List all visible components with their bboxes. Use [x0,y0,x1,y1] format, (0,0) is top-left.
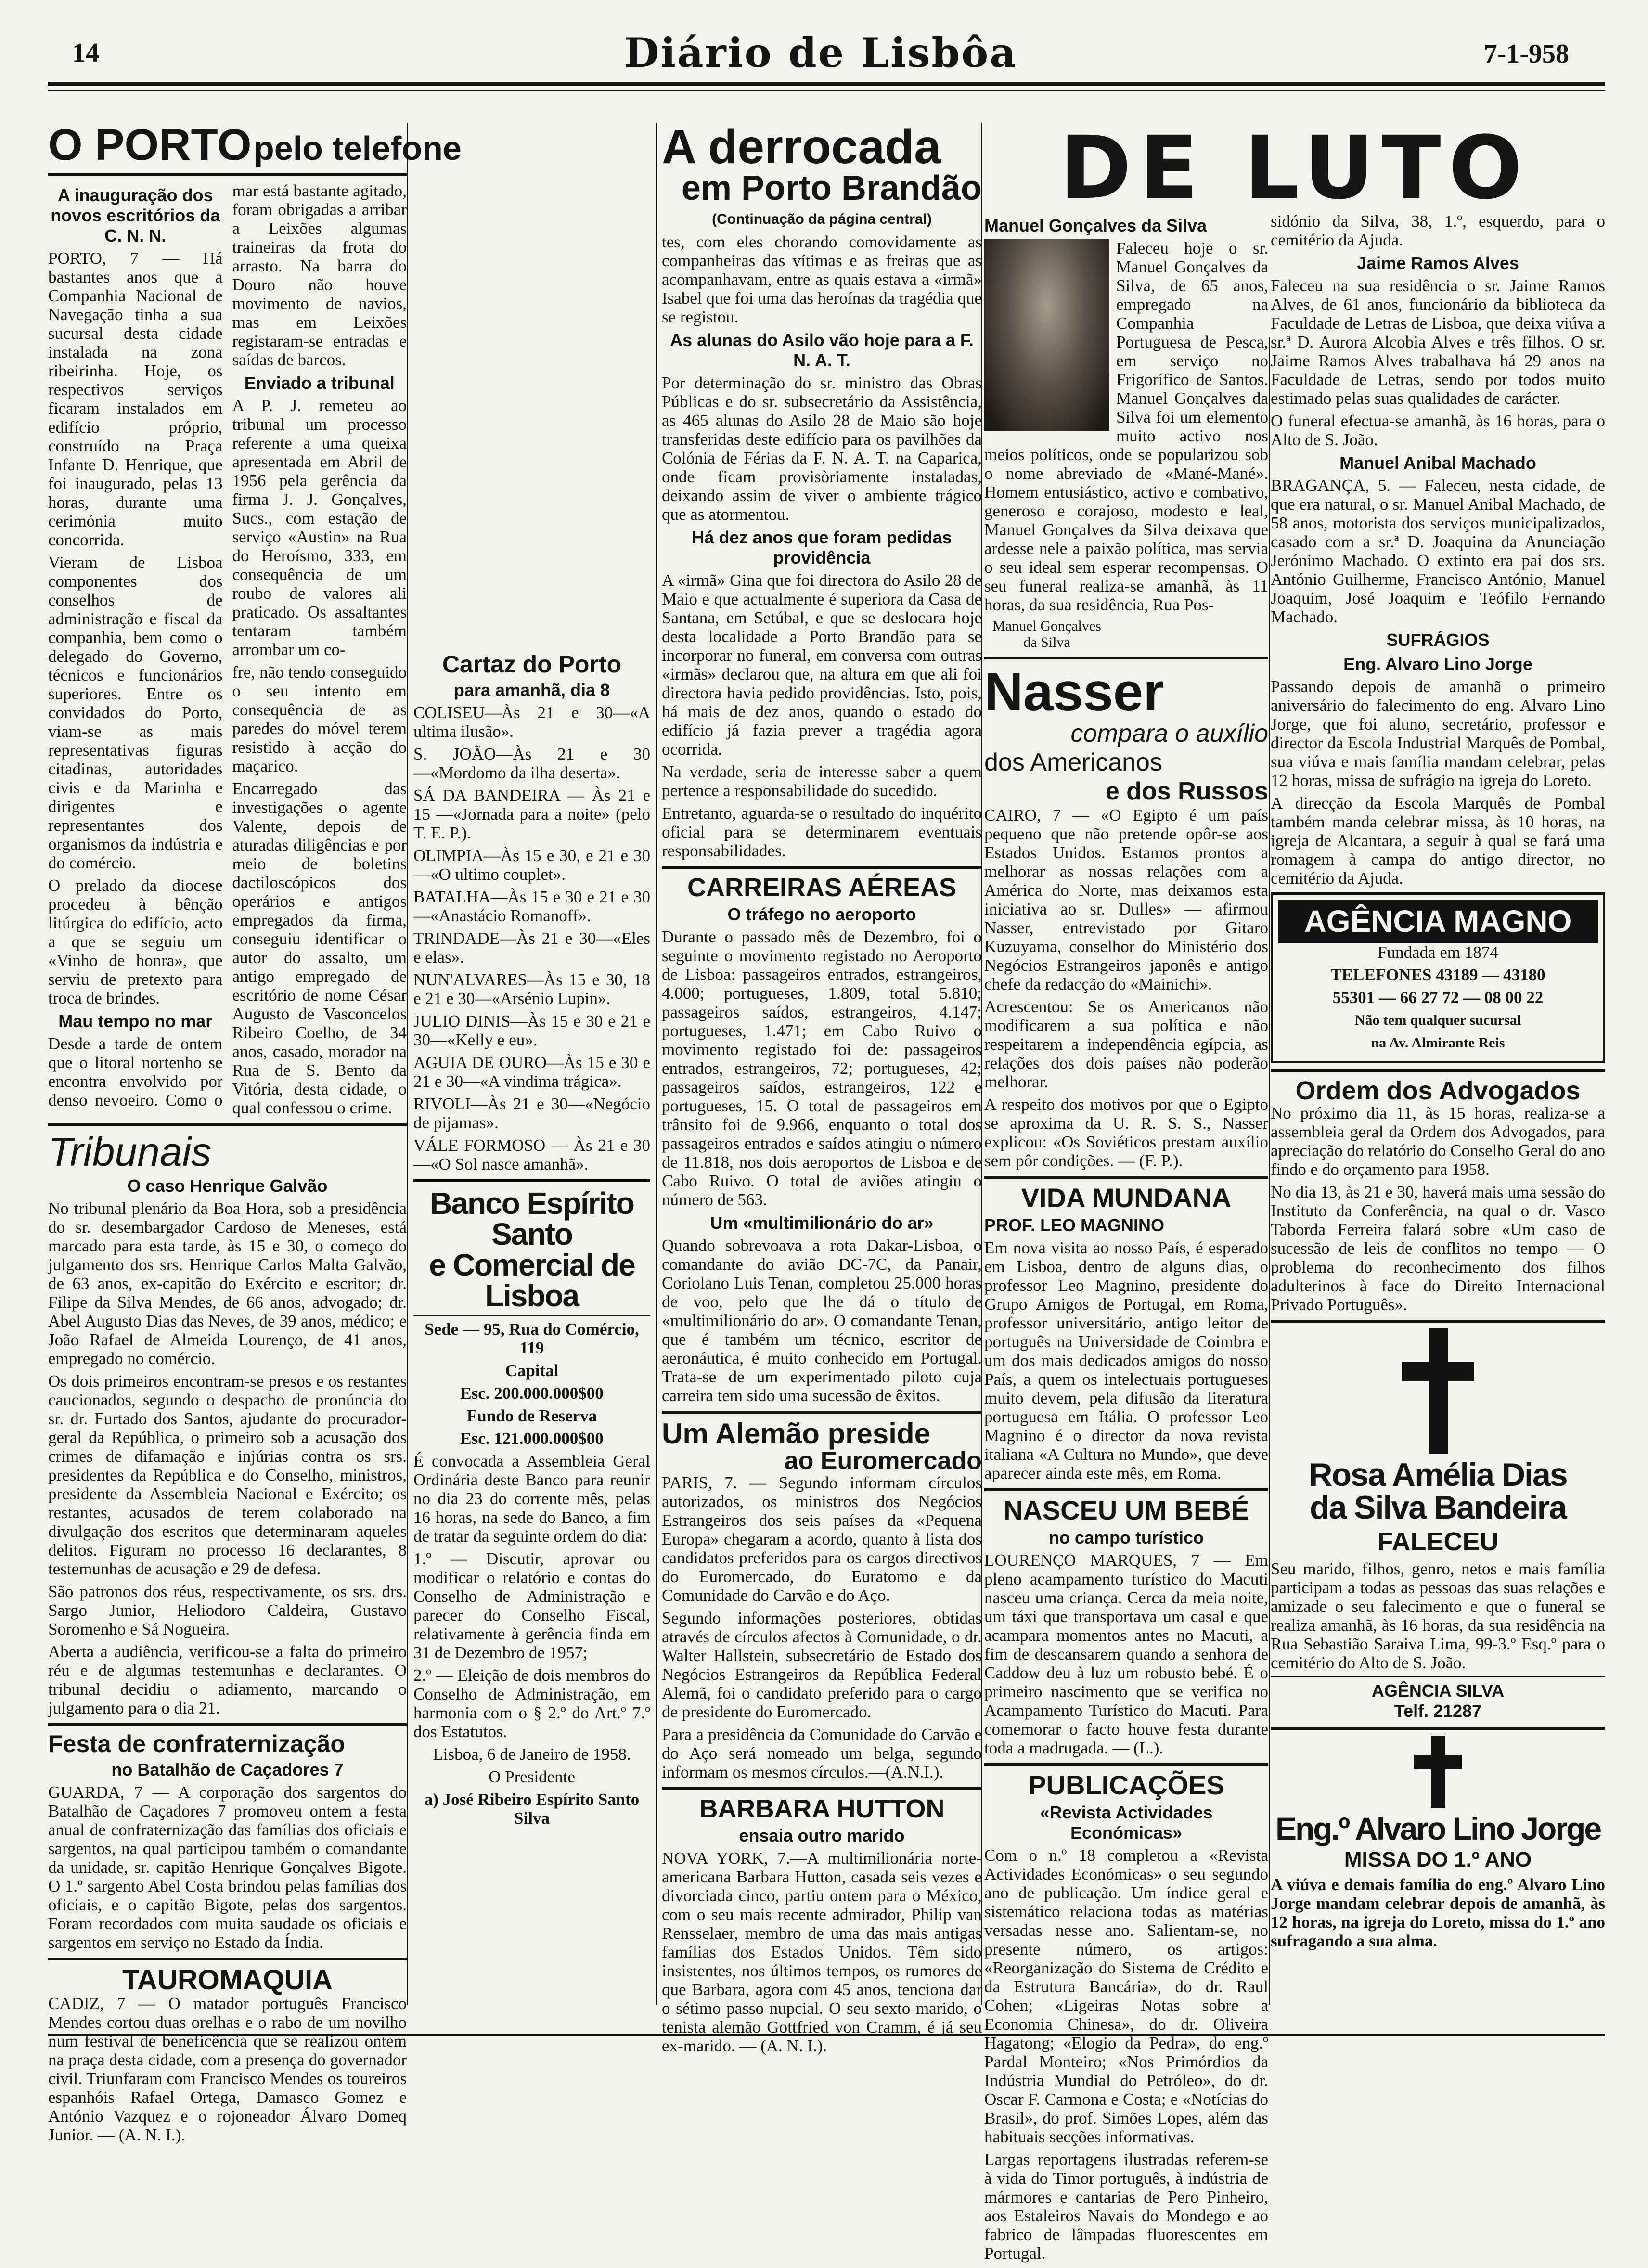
advogados-p1: No próximo dia 11, às 15 horas, realiza-se a assembleia geral da Ordem dos Advogados, para apreciação do relatório do Conselho Geral do ano findo e do orçamento para 1958. [1271,1104,1605,1179]
luto-name-2: Jaime Ramos Alves [1357,253,1519,273]
tribunais-sub: O caso Henrique Galvão [127,1176,328,1196]
banco-capital-value: Esc. 200.000.000$00 [460,1384,604,1403]
luto-p2: Faleceu na sua residência o sr. Jaime Ramos Alves, de 61 anos, funcionário da biblioteca da Faculdade de Letras de Lisboa, que deixa viúva a sr.ª D. Aurora Alcobia Alves e três filhos. O sr. Jaime Ramos Alves trabalhava há 29 anos na Faculdade de Letras, sendo por todos muito estimado pelas suas qualidades de carácter. [1271,276,1605,408]
magno-founded: Fundada em 1874 [1378,943,1498,962]
derrocada-p5: Entretanto, aguarda-se o resultado do inquérito oficial para se determinarem eventuais responsabilidades. [662,804,982,860]
banco-title-1: Banco Espírito Santo [430,1186,634,1251]
alemao-rule [662,1411,982,1414]
alemao-title-2: ao Euromercado [784,1447,982,1475]
porto-title-tail: pelo telefone [254,129,462,167]
nasser-sub2: dos Americanos [984,748,1162,776]
cartaz-item: RIVOLI—Às 21 e 30—«Negócio de pijamas». [413,1095,650,1132]
porto-title-main: O PORTO [48,120,252,169]
publicacoes-rule [984,1763,1268,1766]
magno-phones-1: TELEFONES 43189 — 43180 [1330,966,1545,984]
lino-missa: MISSA DO 1.º ANO [1344,1848,1532,1871]
nasser-p2: Acrescentou: Se os Americanos não modificarem a sua política e não respeitarem a independência egípcia, as relações dos dois países não poderão melhorar. [984,997,1268,1091]
banco-fundo-label: Fundo de Reserva [466,1406,597,1425]
column-2 [407,123,653,2005]
tribunais-p2: Os dois primeiros encontram-se presos e os restantes caucionados, segundo o despacho de pronúncia do sr. dr. Furtado dos Santos, ajudante do procurador-geral da República, o primeiro sob a acusação dos crimes de difamação e injúrias contra os srs. presidentes da República e do Conselho, ministros, presidente da Assembleia Nacional e Exército; os restantes, acusados de terem colaborado na divulgação dos escritos que determinaram aqueles delitos. Figuram no processo 16 declarantes, 8 testemunhas de acusação e 29 de defesa. [48,1372,407,1578]
porto-p4: Desde a tarde de ontem que o litoral nortenho se encontra envolvido por denso nevoeiro. Como o mar está bastante agitado, foram obrigadas a arribar a Leixões algumas traineiras da frota do arrasto. Na barra do Douro não houve movimento de navios, mas em Leixões registaram-se entradas e saídas de barcos. [48,181,407,1109]
bebe-rule [984,1488,1268,1491]
tribunais-rule [48,1123,407,1126]
luto-title: DE LUTO [1059,118,1530,219]
cartaz-item: AGUIA DE OURO—Às 15 e 30 e 21 e 30—«A vindima trágica». [413,1053,650,1091]
masthead [72,29,1569,75]
luto-p6: A direcção da Escola Marquês de Pombal também manda celebrar missa, às 10 horas, na igreja de Alcantara, a seguir à qual se fará uma romagem à campa do antigo director, no cemitério da Ajuda. [1271,794,1605,888]
column-rule-4 [1269,337,1270,2005]
carreiras-p1: Durante o passado mês de Dezembro, foi o seguinte o movimento registado no Aeroporto de Lisboa: passageiros entrados, estrangeiros, 4.000; portugueses, 1.809, total 5.810; passageiros saídos, estrangeiros, 4.147; portugueses, 1.471; em Cabo Ruivo o movimento registado foi de: passageiros entrados, estrangeiros, 72; portugueses, 42; passageiros saídos, estrangeiros, 122 e portugueses, 15. O total de passageiros em trânsito foi de 9.966, enquanto o total dos passageiros entrados e saídos atingiu o número de 11.818, nos dois aeroportos de Lisboa e de Cabo Ruivo. O total de aviões atingiu o número de 563. [662,928,982,1209]
magno-note-2: na Av. Almirante Reis [1371,1035,1505,1051]
magno-title: AGÊNCIA MAGNO [1278,900,1598,943]
luto-p1b: sidónio da Silva, 38, 1.º, esquerdo, para o cemitério da Ajuda. [1271,212,1605,249]
banco-rule [413,1179,650,1182]
masthead-rule-bottom [48,90,1605,91]
porto-p7: Encarregado das investigações o agente Valente, depois de aturadas diligências e por meio de boletins dactiloscópicos dos operários e antigos empregados da firma, conseguiu identificar o autor do assalto, um antigo empregado de escritório de nome César Augusto de Vasconcelos Ribeiro Coelho, de 34 anos, casado, morador na Rua de S. Bento da Vitória, desta cidade, o qual confessou o crime. [232,779,407,1117]
barbara-sub: ensaia outro marido [739,1826,905,1845]
derrocada-p2: Por determinação do sr. ministro das Obras Públicas e do sr. subsecretário da Assistência, as 465 alunas do Asilo 28 de Maio são hoje transferidas deste edifício para os pavilhões da Colónia de Férias da F. N. A. T. na Caparica, onde ficam provisòriamente instaladas, deixando assim de viver o ambiente trágico que as atormentou. [662,374,982,524]
column-4 [984,212,1268,2263]
column-rule-2 [656,123,657,2005]
luto-p1: Faleceu hoje o sr. Manuel Gonçalves da Silva, de 65 anos, empregado na Companhia Portuguesa de Pesca, em serviço no Frigorífico de Santos. Manuel Gonçalves da Silva foi um elemento muito activo nos meios políticos, onde se popularizou sob o nome abreviado de «Mané-Mané». Homem entusiástico, activo e combativo, generoso e corajoso, modesto e leal, Manuel Gonçalves da Silva deixava que ardesse nele a paixão política, mas servia o seu ideal sem esperar recompensas. O seu funeral realiza-se amanhã, às 11 horas, da sua residência, Rua Pos- [984,239,1268,614]
agencia-silva-telf: Telf. 21287 [1394,1701,1482,1721]
barbara-rule [662,1787,982,1790]
alemao-p2: Segundo informações posteriores, obtidas através de círculos afectos à Comunidade, o dr. Walter Hallstein, subsecretário de Estado dos Negócios Estrangeiros da República Federal Alemã, foi o candidato preferido para o cargo de presidente do Euromercado. [662,1609,982,1721]
tauro-rule [48,1958,407,1960]
nasser-p3: A respeito dos motivos por que o Egipto se aproxima da U. R. S. S., Nasser explicou: «Os Soviéticos prestam auxílio sem pôr condições. — (F. P.). [984,1095,1268,1170]
banco-thin-rule [413,1315,650,1316]
cartaz-item: JULIO DINIS—Às 15 e 30 e 21 e 30—«Kelly e eu». [413,1012,650,1049]
porto-title [48,120,462,169]
tauro-title: TAUROMAQUIA [122,1964,333,1996]
porto-sub-cnn: A inauguração dos novos escritórios da C. N. N. [51,185,220,245]
advogados-title: Ordem dos Advogados [1295,1076,1581,1105]
cartaz-item: OLIMPIA—Às 15 e 30, e 21 e 30—«O ultimo couplet». [413,846,650,884]
issue-date: 7-1-958 [1483,39,1569,69]
cartaz-item: NUN'ALVARES—Às 15 e 30, 18 e 21 e 30—«Arsénio Lupin». [413,970,650,1008]
carreiras-title: CARREIRAS AÉREAS [687,873,957,902]
magno-phones-2: 55301 — 66 27 72 — 08 00 22 [1332,988,1544,1007]
rosa-name-1: Rosa Amélia Dias [1309,1456,1567,1493]
porto-p6: fre, não tendo conseguido o seu intento em consequência de as paredes do móvel terem resistido à acção do maçarico. [232,663,407,775]
porto-sub-tempo: Mau tempo no mar [58,1011,213,1031]
nasser-title: Nasser [984,662,1164,722]
publicacoes-p1: Com o n.º 18 completou a «Revista Actividades Económicas» o seu segundo ano de publicação. Um índice geral e sistemático relaciona todas as matérias versadas nesse ano. Salientam-se, no presente número, os artigos: «Reorganização do Sistema de Crédito e da Estrutura Bancária», do dr. Raul Cohen; «Ligeiras Notas sobre a Economia Chinesa», do dr. Oliveira Hagatong; «Elogio da Pedra», do eng.º Pardal Monteiro; «Nos Primórdios da Indústria Mundial do Petróleo», do dr. Oscar F. Carmona e Costa; e «Notícias do Brasil», do prof. Simões Lopes, além das habituais secções informativas. [984,1846,1268,2146]
cross-icon [1402,1328,1474,1454]
porto-p3: O prelado da diocese procedeu à bênção litúrgica do edifício, acto a que se seguiu um «Vinho de honra», que serviu de pretexto para troca de brindes. [48,876,223,1007]
derrocada-p3: A «irmã» Gina que foi directora do Asilo 28 de Maio e que actualmente é superiora da Casa de Santana, em Setúbal, e que se deslocara hoje desta localidade a Porto Brandão para se incorporar no funeral, em conversa com outras «irmãs» declarou que, na altura em que ali foi directora havia pedido providências. Isto, pois, há mais de dez anos, quando o estado do edifício já fazia prever a tragédia agora ocorrida. [662,571,982,759]
rosa-faleceu: FALECEU [1377,1527,1499,1556]
bebe-sub: no campo turístico [1048,1528,1204,1547]
derrocada-p1: tes, com eles chorando comovidamente as companheiras das vítimas e as freiras que as acompanhavam, entre as quais estava a «irmã» Isabel que foi uma das heroínas da tragédia que se registou. [662,232,982,326]
newspaper-brand: Diário de Lisbôa [624,29,1017,77]
bebe-p1: LOURENÇO MARQUES, 7 — Em pleno acampamento turístico do Macuti nasceu uma criança. Cerca da meia noite, um táxi que transportava um casal e que acampara momentos antes no Macuti, a fim de descansarem quando a senhora de Caddow deu à luz um robusto bebé. É o primeiro nascimento que se verifica no Acampamento Turístico do Macuti. Para comemorar o facto houve festa durante toda a madrugada. — (L.). [984,1551,1268,1757]
cartaz-item: S. JOÃO—Às 21 e 30—«Mordomo da ilha deserta». [413,745,650,782]
cartaz-item: BATALHA—Às 15 e 30 e 21 e 30—«Anastácio Romanoff». [413,888,650,925]
banco-capital-label: Capital [505,1361,559,1380]
cartaz-item: SÁ DA BANDEIRA — Às 21 e 15 —«Jornada para a noite» (pelo T. E. P.). [413,786,650,842]
publicacoes-p2: Largas reportagens ilustradas referem-se à vida do Timor português, à indústria de mármores e cantarias de Pero Pinheiro, aos Estaleiros Navais do Mondego e ao fabrico de lâmpadas fluorescentes em Portugal. [984,2150,1268,2263]
column-3 [662,120,982,2055]
rosa-p1: Seu marido, filhos, genro, netos e mais família participam a todas as pessoas das suas relações e amizade o seu falecimento e que o funeral se realiza amanhã, às 16 horas, da sua residência na Rua Sebastião Saraiva Lima, 99-3.º Esq.º para o cemitério do Alto de S. João. [1271,1559,1605,1672]
festa-p1: GUARDA, 7 — A corporação dos sargentos do Batalhão de Caçadores 7 promoveu ontem a festa anual de confraternização das famílias dos oficiais e sargentos, na qual participou também o comandante da unidade, sr. capitão Henrique Gonçalves Bigote. O 1.º sargento Abel Costa brindou pelas famílias dos oficiais, e o capitão Bigote, pelas dos sargentos. Foram recordados com muita saudade os oficiais e sargentos em serviço no Estado da Índia. [48,1783,407,1952]
banco-role: O Presidente [489,1767,575,1786]
cartaz-item: TRINDADE—Às 21 e 30—«Eles e elas». [413,929,650,966]
lino-name: Eng.º Alvaro Lino Jorge [1275,1811,1601,1846]
tribunais-title: Tribunais [48,1129,212,1174]
porto-p2: Vieram de Lisboa componentes dos conselhos de administração e fiscal da companhia, bem como o delegado do Governo, técnicos e funcionários superiores. Entre os convidados do Porto, viam-se as mais representativas figuras citadinas, autoridades civis e da Marinha e dirigentes e representantes dos organismos da indústria e do comércio. [48,553,223,872]
page-number: 14 [72,38,99,68]
cross-icon-2 [1414,1736,1462,1808]
luto-name-3: Manuel Anibal Machado [1339,453,1536,473]
banco-p1: É convocada a Assembleia Geral Ordinária deste Banco para reunir no dia 23 do corrente mês, pelas 16 horas, na sede do Banco, a fim de tratar da seguinte ordem do dia: [413,1452,650,1546]
alemao-title-1: Um Alemão preside [662,1418,930,1450]
derrocada-title-2: em Porto Brandão [681,169,982,207]
carreiras-sub2: Um «multimilionário do ar» [710,1213,934,1233]
porto-title-rule [48,173,407,176]
derrocada-sub2: Há dez anos que foram pedidas providência [692,528,952,567]
luto-p4: BRAGANÇA, 5. — Faleceu, nesta cidade, de que era natural, o sr. Manuel Anibal Machado, de 58 anos, motorista dos serviços municipalizados, casado com a sr.ª D. Joaquina da Anunciação Jerónimo Machado. O extinto era pai dos srs. António Guilherme, Francisco António, Manuel Joaquim, José Joaquim e Teófilo Fernando Machado. [1271,476,1605,626]
publicacoes-title: PUBLICAÇÕES [1028,1770,1224,1800]
alemao-p3: Para a presidência da Comunidade do Carvão e do Aço será nomeado um belga, segundo informam os mesmos círculos.—(A.N.I.). [662,1725,982,1781]
rosa-name-2: da Silva Bandeira [1310,1489,1566,1526]
banco-p3: 2.º — Eleição de dois membros do Conselho de Administração, em harmonia com o § 2.º do Art.º 7.º dos Estatutos. [413,1666,650,1741]
porto-sub-tribunal: Enviado a tribunal [244,373,395,393]
nasser-rule [984,657,1268,659]
bebe-title: NASCEU UM BEBÉ [1003,1495,1249,1525]
tauro-p1: CADIZ, 7 — O matador português Francisco Mendes cortou duas orelhas e o rabo de um novilho num festival de beneficência que se realizou ontem na praça desta cidade, com a presença do governador civil. Triunfaram com Francisco Mendes os toureiros espanhóis Rafael Ortega, Damasco Gomez e António Vazquez e o rojoneador Álvaro Domeq Junior. — (A. N. I.). [48,1994,407,2144]
barbara-p1: NOVA YORK, 7.—A multimilionária norte-americana Barbara Hutton, casada seis vezes e divorciada cinco, partiu ontem para o México, com o seu mais recente admirador, Philip van Rensselaer, membro de uma das mais antigas famílias dos Estados Unidos. Têm sido insistentes, nos últimos tempos, os rumores de que Barbara, agora com 45 anos, tenciona dar o sétimo passo nupcial. O seu sexto marido, o tenista alemão Gottfried von Cramm, é já seu ex-marido. — (A. N. I.). [662,1849,982,2055]
portrait-photo [984,239,1109,431]
porto-p1: PORTO, 7 — Há bastantes anos que a Companhia Nacional de Navegação tinha a sua sucursal desta cidade instalada na zona ribeirinha. Hoje, os respectivos serviços ficaram instalados em edifício próprio, construído na Praça Infante D. Henrique, que foi inaugurado, pelas 13 horas, durante uma cerimónia muito concorrida. [48,249,223,549]
alemao-p1: PARIS, 7. — Segundo informam círculos autorizados, os ministros dos Negócios Estrangeiros dos seis países da «Pequena Europa» chegaram a acordo, quanto à lista dos candidatos preferidos para os cargos directivos do Euromercado, do Euratomo e da Comunidade do Carvão e do Aço. [662,1473,982,1605]
festa-title: Festa de confraternização [48,1730,345,1757]
banco-sign: a) José Ribeiro Espírito Santo Silva [424,1790,640,1828]
luto-name-4: Eng. Alvaro Lino Jorge [1343,654,1532,674]
luto-name-1: Manuel Gonçalves da Silva [984,216,1207,235]
tribunais-p3: São patronos dos réus, respectivamente, os srs. drs. Sargo Junior, Heliodoro Caldeira, Gustavo Soromenho e Sá Nogueira. [48,1582,407,1638]
nasser-p1: CAIRO, 7 — «O Egipto é um país pequeno que não pretende opôr-se aos Estados Unidos. Estamos prontos a melhorar as nossas relações com a América do Norte, mas deixamos esta iniciativa ao sr. Dulles» — afirmou Nasser, entrevistado por Gitaro Kuzuyama, conselhor do Ministério dos Negócios Estrangeiros japonês e antigo chefe da redacção do «Mainichi». [984,806,1268,993]
lino-rule [1271,1727,1605,1730]
festa-sub: no Batalhão de Caçadores 7 [111,1760,344,1779]
cartaz-list [413,703,650,1173]
vida-rule [984,1176,1268,1179]
masthead-rule-top [48,82,1605,86]
lino-p1: A viúva e demais família do eng.º Alvaro Lino Jorge mandam celebrar depois de amanhã, às 12 horas, na igreja do Loreto, missa do 1.º ano sufragando a sua alma. [1271,1875,1605,1950]
cartaz-item: COLISEU—Às 21 e 30—«A ultima ilusão». [413,703,650,741]
luto-p5: Passando depois de amanhã o primeiro aniversário do falecimento do eng. Alvaro Lino Jorge, que foi aluno, secretário, professor e director da Escola Industrial Marquês de Pombal, sua viúva e mais família mandam celebrar, pelas 12 horas, missa de sufrágio na igreja do Loreto. [1271,677,1605,790]
derrocada-cont: (Continuação da página central) [712,211,932,227]
luto-p3: O funeral efectua-se amanhã, às 16 horas, para o Alto de S. João. [1271,412,1605,449]
carreiras-rule [662,866,982,869]
nasser-sub1: compara o auxílio [1070,720,1268,747]
vida-p1: Em nova visita ao nosso País, é esperado em Lisboa, dentro de alguns dias, o professor Leo Magnino, presidente do Grupo Amigos de Portugal, em Roma, professor universitário, antigo leitor de português na Universidade de Coimbra e um dos mais dedicados amigos do nosso País, a quem os intelectuais portugueses muito devem, pela difusão da literatura portuguesa em Itália. O professor Leo Magnino é o director da nova revista italiana «A Cultura no Mundo», que deve aparecer ainda este mês, em Roma. [984,1238,1268,1482]
banco-date: Lisboa, 6 de Janeiro de 1958. [433,1745,631,1764]
porto-article [48,181,407,1117]
tribunais-p1: No tribunal plenário da Boa Hora, sob a presidência do sr. desembargador Cardoso de Meneses, está marcado para esta tarde, às 15 e 30, o começo do julgamento dos srs. Henrique Carlos Malta Galvão, de 63 anos, ex-capitão do Exército e escritor; dr. Filipe da Silva Mendes, de 66 anos, advogado; dr. Abel Augusto Dias das Neves, de 39 anos, médico; e João Rafael de Almeida Lourenço, de 41 anos, empregado no comércio. [48,1199,407,1368]
magno-note-1: Não tem qualquer sucursal [1354,1012,1521,1028]
derrocada-sub1: As alunas do Asilo vão hoje para a F. N. A. T. [670,330,974,370]
nasser-sub3: e dos Russos [1105,777,1268,805]
banco-fundo-value: Esc. 121.000.000$00 [460,1429,604,1448]
carreiras-p2: Quando sobrevoava a rota Dakar-Lisboa, o comandante do avião DC-7C, da Panair, Coriolano Luis Tenan, completou 25.000 horas de voo, pelo que lhe dá o título de «multimilionário do ar». O comandante Tenan, que é também um técnico, escritor de aeronáutica, é muito conhecido em Portugal. Trata-se de um experimentado piloto cuja carreira tem sido uma sucessão de êxitos. [662,1236,982,1405]
advogados-rule [1271,1069,1605,1072]
photo-caption: Manuel Gonçalves da Silva [992,618,1101,650]
banco-sede: Sede — 95, Rua do Comércio, 119 [425,1320,639,1357]
advogados-p2: No dia 13, às 21 e 30, haverá mais uma sessão do Instituto da Conferência, na qual o dr. Vasco Taborda Ferreira falará sobre «Um caso de sucessão de leis de conflitos no tempo — O problema do reconhecimento dos filhos adulterinos à face do Direito Internacional Privado Português». [1271,1183,1605,1314]
cartaz-sub: para amanhã, dia 8 [453,680,610,700]
festa-rule [48,1723,407,1726]
column-1 [48,120,462,2144]
porto-p5: A P. J. remeteu ao tribunal um processo referente a uma queixa apresentada em Abril de 1956 pela gerência da firma J. J. Gonçalves, Sucs., com estação de serviço «Austin» na Rua do Heroísmo, 333, em consequência de um roubo de valores ali praticado. Os assaltantes tentaram também arrombar um co- [232,396,407,659]
vida-title: VIDA MUNDANA [1021,1183,1232,1213]
tribunais-p4: Aberta a audiência, verificou-se a falta do primeiro réu e de algumas testemunhas e declarantes. O tribunal decidiu o adiamento, marcando o julgamento para o dia 21. [48,1642,407,1717]
cartaz-item: VÁLE FORMOSO — Às 21 e 30 —«O Sol nasce amanhã». [413,1136,650,1173]
column-5 [1271,212,1605,2005]
carreiras-sub: O tráfego no aeroporto [727,904,916,924]
banco-p2: 1.º — Discutir, aprovar ou modificar o relatório e contas do Conselho de Administração e parecer do Conselho Fiscal, relativamente à gerência finda em 31 de Dezembro de 1957; [413,1549,650,1662]
barbara-title: BARBARA HUTTON [699,1794,945,1823]
sufragios-heading: SUFRÁGIOS [1386,630,1490,650]
cartaz-title: Cartaz do Porto [442,651,622,678]
rosa-rule [1271,1320,1605,1323]
publicacoes-sub: «Revista Actividades Económicas» [1040,1803,1213,1843]
agencia-silva-rule [1271,1676,1605,1677]
derrocada-p4: Na verdade, seria de interesse saber a quem pertence a responsabilidade do sucedido. [662,762,982,800]
agencia-magno-ad [1271,892,1605,1063]
agencia-silva: AGÊNCIA SILVA [1371,1681,1505,1701]
derrocada-title-1: A derrocada [662,120,941,174]
banco-title-2: e Comercial de Lisboa [429,1248,635,1313]
vida-sub: PROF. LEO MAGNINO [984,1215,1165,1235]
